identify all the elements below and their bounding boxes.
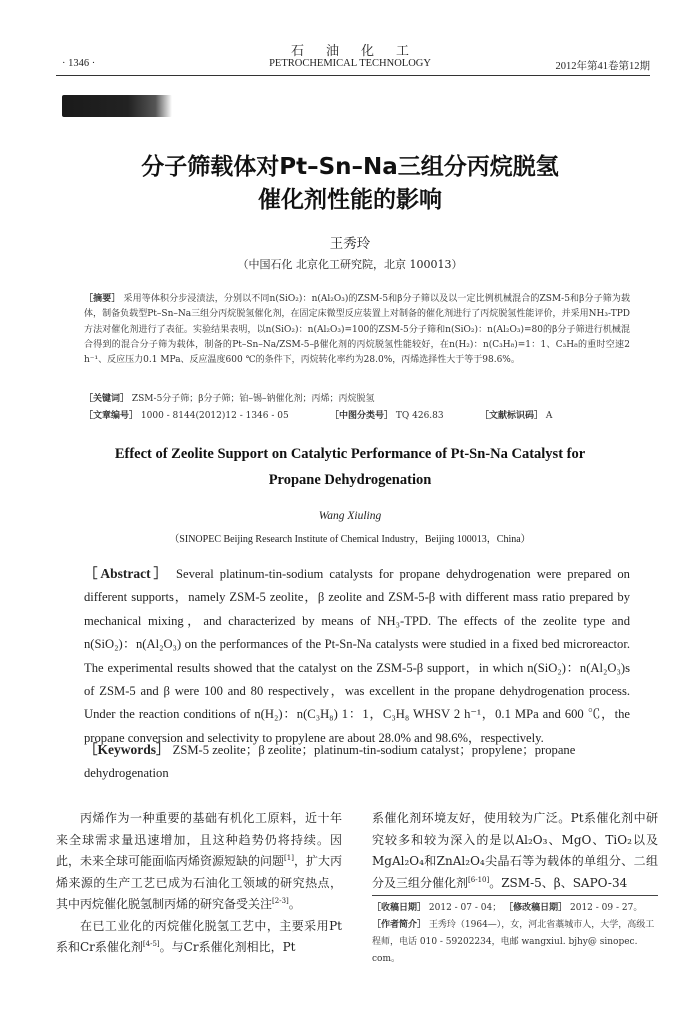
- keywords-cn-label: ［关键词］: [84, 394, 130, 404]
- title-cn-line2: 催化剂性能的影响: [258, 187, 442, 213]
- keywords-en-label: ［Keywords］: [84, 742, 170, 757]
- abstract-cn: [84, 292, 630, 368]
- title-cn-line1: 分子筛载体对Pt–Sn–Na三组分丙烷脱氢: [141, 154, 559, 180]
- citation[interactable]: [6-10]: [468, 875, 490, 884]
- article-number: ［文章编号］ 1000 - 8144(2012)12 - 1346 - 05: [84, 411, 289, 421]
- title-en-line1: Effect of Zeolite Support on Catalytic Performance of Pt-Sn-Na Catalyst for: [114, 446, 586, 462]
- paragraph-continued: 系催化剂环境友好，使用较为广泛。Pt系催化剂中研究较多和较为深入的是以Al₂O₃、MgO、TiO₂以及MgAl₂O₄和ZnAl₂O₄尖晶石等为载体的单组分、二组分及三组分催化剂[6-10]。ZSM-5、β、SAPO-34: [372, 811, 658, 890]
- footnote-rule: [372, 895, 658, 896]
- abstract-cn-text: 采用等体积分步浸渍法，分别以不同n(SiO₂)：n(Al₂O₃)的ZSM-5和β分子筛以及以一定比例机械混合的ZSM-5和β分子筛为载体，制备负载型Pt–Sn–Na三组分丙烷脱氢催化剂，在固定床微型反应装置上对制备的催化剂进行了丙烷脱氢性能评价，并采用NH₃-TPD方法对催化剂进行了表征。实验结果表明，以n(SiO₂)：n(Al₂O₃)=100的ZSM-5分子筛和n(SiO₂)：n(Al₂O₃)=80的β分子筛进行机械混合得到的混合分子筛为载体，制备的Pt–Sn–Na/ZSM-5–β催化剂的丙烷脱氢性能较好，在n(H₂)：n(C₃H₈)=1：1、C₃H₈的重时空速2 h⁻¹、反应压力0.1 MPa、反应温度600 ℃的条件下，丙烷转化率约为28.0%，丙烯选择性大于等于98.6%。: [84, 294, 630, 366]
- author-bio: ［作者简介］ 王秀玲（1964—），女，河北省藁城市人，大学，高级工程师，电话 010 - 59202234，电邮 wangxiul. bjhy@ sinopec. com。: [372, 920, 655, 964]
- keywords-cn-text: ZSM-5分子筛；β分子筛；铂–锡–钠催化剂；丙烯；丙烷脱氢: [131, 394, 375, 404]
- body-column-right: [372, 808, 658, 894]
- citation[interactable]: [4-5]: [142, 940, 160, 948]
- footnotes: [372, 900, 660, 968]
- received-date: ［收稿日期］ 2012 - 07 - 04； ［修改稿日期］ 2012 - 09 - 27。: [372, 903, 643, 913]
- issue-info: 2012年第41卷第12期: [555, 61, 650, 72]
- page-number: · 1346 ·: [62, 58, 96, 69]
- author-cn: 王秀玲: [329, 236, 371, 252]
- abstract-en-label: ［Abstract］: [84, 566, 170, 581]
- header-rule: [56, 75, 650, 76]
- abstract-en-text: Several platinum-tin-sodium catalysts for propane dehydrogenation were prepared on different supports，namely ZSM-5 zeolite，β zeolite and ZSM-5-β with different mass ratio prepared by mechanical mixing，and characterized by means of NH₃-TPD. The effects of the zeolite type and n(SiO₂)：n(Al₂O₃) on the performances of the Pt-Sn-Na catalysts were studied in a fixed bed microreactor. The experimental results showed that the catalyst on the ZSM-5-β support，in which n(SiO₂)：n(Al₂O₃)s of ZSM-5 and β were 100 and 80 respectively，was excellent in the propane dehydrogenation process. Under the reaction conditions of n(H₂)：n(C₃H₈) 1：1，C₃H₈ WHSV 2 h⁻¹，0.1 MPa and 600 ℃，the propane conversion and selectivity to propylene are about 28.0% and 98.6%，respectively.: [84, 567, 630, 745]
- keywords-cn: [84, 391, 375, 404]
- affiliation-en: （SINOPEC Beijing Research Institute of Chemical Industry，Beijing 100013，China）: [169, 534, 531, 545]
- paragraph-industrial: 在已工业化的丙烷催化脱氢工艺中，主要采用Pt系和Cr系催化剂[4-5]。与Cr系催化剂相比，Pt: [56, 918, 342, 954]
- citation[interactable]: [2-3]: [272, 897, 289, 905]
- author-en: Wang Xiuling: [318, 510, 382, 522]
- paragraph-intro: 丙烯作为一种重要的基础有机化工原料，近十年来全球需求量迅速增加，且这种趋势仍将持续。因此，未来全球可能面临丙烯资源短缺的问题[1]，扩大丙烯来源的生产工艺已成为石油化工领域的研究热点，其中丙烷催化脱氢制丙烯的研究备受关注[2-3]。: [56, 811, 342, 911]
- body-column-left: [56, 808, 342, 959]
- abstract-en: [84, 562, 630, 750]
- journal-name-cn: 石油化工: [290, 44, 431, 59]
- title-en-line2: Propane Dehydrogenation: [268, 472, 432, 488]
- keywords-en: [84, 738, 630, 785]
- classification-number: ［中图分类号］ TQ 426.83: [330, 411, 444, 421]
- citation[interactable]: [1]: [284, 854, 294, 862]
- journal-name-en: PETROCHEMICAL TECHNOLOGY: [269, 58, 431, 69]
- abstract-cn-label: ［摘要］: [84, 294, 121, 304]
- keywords-en-text: ZSM-5 zeolite；β zeolite；platinum-tin-sodium catalyst；propylene；propane dehydrogenation: [84, 743, 576, 780]
- scan-artifact: [62, 95, 172, 117]
- affiliation-cn: （中国石化 北京化工研究院，北京 100013）: [237, 258, 463, 271]
- document-code: ［文献标识码］ A: [480, 411, 553, 421]
